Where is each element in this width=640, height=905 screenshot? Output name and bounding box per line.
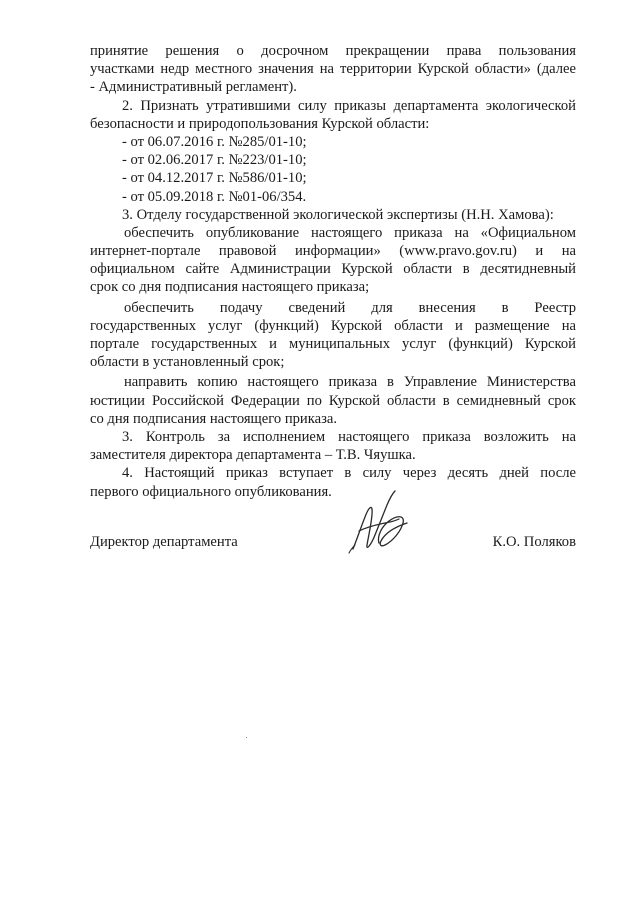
list-item: - от 04.12.2017 г. №586/01-10; (122, 170, 307, 187)
text-line: официальном сайте Администрации Курской области в десятидневный (90, 261, 576, 278)
list-item: - от 02.06.2017 г. №223/01-10; (122, 152, 307, 169)
text-line: портале государственных и муниципальных услуг (функций) Курской (90, 336, 576, 352)
text-line: 3. Контроль за исполнением настоящего приказа возложить на (122, 428, 576, 445)
text-line: государственных услуг (функций) Курской области и размещение на (90, 317, 576, 334)
text-line: юстиции Российской Федерации по Курской области в семидневный срок (90, 392, 576, 409)
text-line: 4. Настоящий приказ вступает в силу через десять дней после (122, 465, 576, 482)
text-line: участками недр местного значения на территории Курской области» (далее (90, 61, 576, 78)
paragraph-item-3-registry (90, 299, 576, 372)
list-item: - от 06.07.2016 г. №285/01-10; (122, 133, 307, 150)
text-line: обеспечить подачу сведений для внесения в Реестр (124, 299, 576, 316)
paragraph-item-effective (90, 464, 576, 500)
list-item: - от 05.09.2018 г. №01-06/354. (122, 188, 307, 205)
text-line: 3. Отделу государственной экологической экспертизы (Н.Н. Хамова): (122, 206, 554, 223)
paragraph-item-control (90, 428, 576, 464)
text-line: принятие решения о досрочном прекращении права пользования (90, 43, 576, 59)
text-line: 2. Признать утратившими силу приказы департамента экологической (122, 97, 576, 114)
signatory-name: К.О. Поляков (492, 534, 576, 550)
paragraph-regulation-continuation (90, 42, 576, 97)
text-line: первого официального опубликования. (90, 483, 332, 500)
text-line: заместителя директора департамента – Т.В. Чяушка. (90, 447, 416, 464)
paragraph-item-2 (90, 97, 576, 133)
text-line: направить копию настоящего приказа в Управление Министерства (124, 374, 576, 391)
text-line: интернет-портале правовой информации» (www.pravo.gov.ru) и на (90, 243, 576, 260)
text-line: - Административный регламент). (90, 79, 297, 96)
scan-speck (246, 737, 247, 738)
text-line: срок со дня подписания настоящего приказа; (90, 279, 370, 296)
signature-row (90, 533, 576, 553)
signatory-position: Директор департамента (90, 534, 238, 550)
paragraph-item-3-publication (90, 224, 576, 297)
revoked-orders-list (90, 133, 576, 206)
text-line: области в установленный срок; (90, 354, 285, 371)
text-line: безопасности и природопользования Курской области: (90, 115, 430, 132)
paragraph-item-3-ministry-copy (90, 373, 576, 428)
text-line: со дня подписания настоящего приказа. (90, 410, 337, 427)
paragraph-item-3 (90, 206, 576, 224)
text-line: обеспечить опубликование настоящего приказа на «Официальном (124, 224, 576, 241)
document-body (90, 42, 576, 501)
